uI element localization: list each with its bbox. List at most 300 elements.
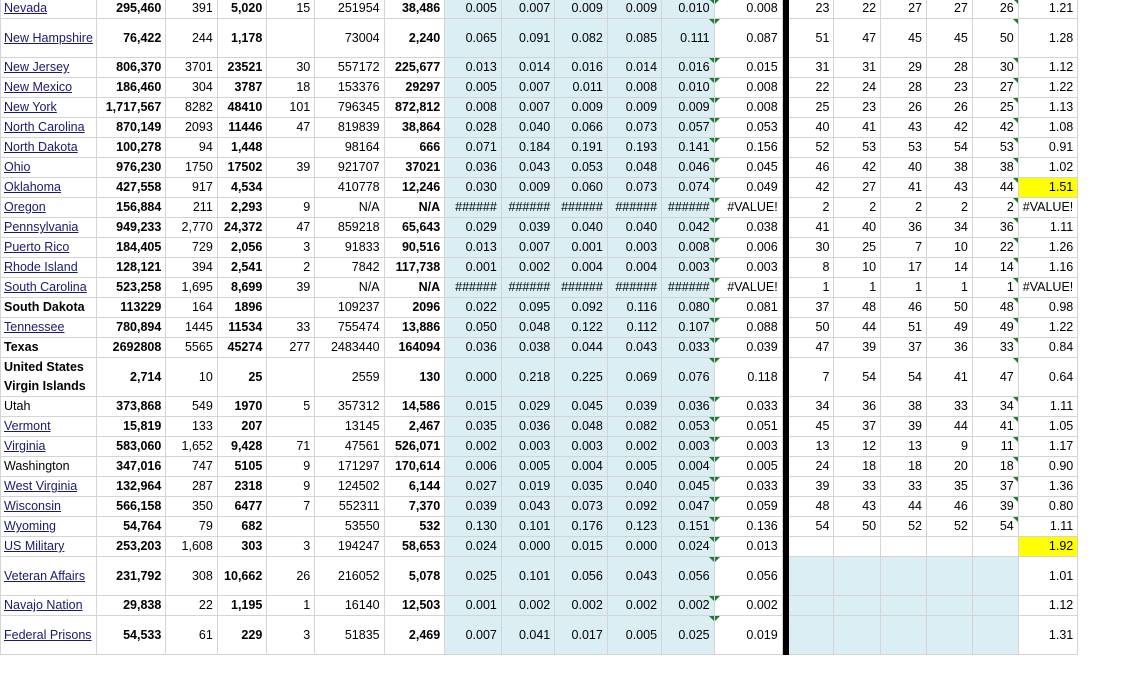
data-cell[interactable]: 76,422 <box>97 19 166 58</box>
data-cell[interactable]: 52 <box>881 517 927 537</box>
data-cell[interactable]: 0.051 <box>714 417 782 437</box>
data-cell[interactable] <box>789 557 834 596</box>
row-name-cell[interactable]: Vermont <box>1 417 97 437</box>
data-cell[interactable]: 526,071 <box>384 437 445 457</box>
data-cell[interactable]: 1.11 <box>1018 517 1078 537</box>
data-cell[interactable]: 3701 <box>166 58 217 78</box>
data-cell[interactable]: 18 <box>267 78 315 98</box>
data-cell[interactable]: 1.01 <box>1018 557 1078 596</box>
data-cell[interactable]: 0.90 <box>1018 457 1078 477</box>
data-cell[interactable]: 373,868 <box>97 397 166 417</box>
data-cell[interactable]: 27 <box>927 0 973 19</box>
data-cell[interactable]: 9 <box>267 198 315 218</box>
data-cell[interactable]: 54 <box>789 517 834 537</box>
data-cell[interactable]: 37 <box>972 477 1018 497</box>
data-cell[interactable]: 6,144 <box>384 477 445 497</box>
data-cell[interactable]: 0.107 <box>662 318 715 338</box>
data-cell[interactable]: 303 <box>217 537 266 557</box>
data-cell[interactable]: 0.009 <box>607 98 661 118</box>
data-cell[interactable]: ###### <box>501 278 554 298</box>
data-cell[interactable] <box>789 537 834 557</box>
data-cell[interactable]: 0.029 <box>501 397 554 417</box>
data-cell[interactable] <box>834 537 881 557</box>
data-cell[interactable]: 20 <box>927 457 973 477</box>
data-cell[interactable]: 0.033 <box>714 397 782 417</box>
data-cell[interactable]: 11446 <box>217 118 266 138</box>
data-cell[interactable]: 94 <box>166 138 217 158</box>
data-cell[interactable]: 30 <box>972 58 1018 78</box>
data-cell[interactable]: 0.141 <box>662 138 715 158</box>
data-cell[interactable]: 79 <box>166 517 217 537</box>
data-cell[interactable]: 0.073 <box>555 497 608 517</box>
data-cell[interactable]: 0.005 <box>607 616 661 655</box>
data-cell[interactable]: 225,677 <box>384 58 445 78</box>
data-cell[interactable]: N/A <box>315 278 384 298</box>
data-cell[interactable]: 0.008 <box>662 238 715 258</box>
data-cell[interactable]: 124502 <box>315 477 384 497</box>
data-cell[interactable]: 0.065 <box>445 19 502 58</box>
data-cell[interactable]: 0.008 <box>714 98 782 118</box>
data-cell[interactable]: 1.12 <box>1018 58 1078 78</box>
data-cell[interactable]: 0.008 <box>714 78 782 98</box>
data-cell[interactable]: 1.11 <box>1018 397 1078 417</box>
data-cell[interactable]: 47 <box>267 218 315 238</box>
data-cell[interactable]: 0.156 <box>714 138 782 158</box>
data-cell[interactable]: 0.033 <box>714 477 782 497</box>
data-cell[interactable]: 1.21 <box>1018 0 1078 19</box>
data-cell[interactable]: 211 <box>166 198 217 218</box>
data-cell[interactable]: 251954 <box>315 0 384 19</box>
data-cell[interactable]: 48410 <box>217 98 266 118</box>
data-cell[interactable]: 0.053 <box>662 417 715 437</box>
data-cell[interactable]: 30 <box>267 58 315 78</box>
data-cell[interactable]: 47 <box>972 358 1018 397</box>
row-name-cell[interactable]: North Dakota <box>1 138 97 158</box>
data-cell[interactable]: 45 <box>881 19 927 58</box>
data-cell[interactable]: 0.007 <box>445 616 502 655</box>
row-name-cell[interactable]: West Virginia <box>1 477 97 497</box>
data-cell[interactable]: 0.082 <box>607 417 661 437</box>
row-name-cell[interactable]: North Carolina <box>1 118 97 138</box>
data-cell[interactable]: 2 <box>834 198 881 218</box>
data-cell[interactable]: 0.043 <box>607 557 661 596</box>
data-cell[interactable]: 2 <box>267 258 315 278</box>
data-cell[interactable]: 41 <box>927 358 973 397</box>
data-cell[interactable]: 52 <box>789 138 834 158</box>
data-cell[interactable]: 0.028 <box>445 118 502 138</box>
data-cell[interactable]: 1 <box>834 278 881 298</box>
row-name-cell[interactable]: Rhode Island <box>1 258 97 278</box>
row-name-cell[interactable]: United States Virgin Islands <box>1 358 97 397</box>
row-name-cell[interactable]: New York <box>1 98 97 118</box>
row-name-cell[interactable]: Virginia <box>1 437 97 457</box>
data-cell[interactable]: 33 <box>927 397 973 417</box>
data-cell[interactable]: 28 <box>927 58 973 78</box>
data-cell[interactable]: 18 <box>972 457 1018 477</box>
data-cell[interactable]: 186,460 <box>97 78 166 98</box>
data-cell[interactable]: 0.004 <box>662 457 715 477</box>
data-cell[interactable]: 0.073 <box>607 118 661 138</box>
data-cell[interactable] <box>972 596 1018 616</box>
data-cell[interactable] <box>267 19 315 58</box>
data-cell[interactable]: 33 <box>834 477 881 497</box>
data-cell[interactable]: 295,460 <box>97 0 166 19</box>
data-cell[interactable]: 22 <box>834 0 881 19</box>
data-cell[interactable]: 2,293 <box>217 198 266 218</box>
data-cell[interactable] <box>267 517 315 537</box>
data-cell[interactable]: 859218 <box>315 218 384 238</box>
data-cell[interactable]: 39 <box>834 338 881 358</box>
data-cell[interactable]: 2 <box>789 198 834 218</box>
data-cell[interactable]: 391 <box>166 0 217 19</box>
data-cell[interactable]: 47 <box>267 118 315 138</box>
data-cell[interactable]: 0.111 <box>662 19 715 58</box>
data-cell[interactable]: 0.130 <box>445 517 502 537</box>
data-cell[interactable]: 8282 <box>166 98 217 118</box>
row-name-cell[interactable]: Veteran Affairs <box>1 557 97 596</box>
data-cell[interactable]: 921707 <box>315 158 384 178</box>
data-cell[interactable]: 132,964 <box>97 477 166 497</box>
data-cell[interactable]: 682 <box>217 517 266 537</box>
data-cell[interactable]: 819839 <box>315 118 384 138</box>
data-cell[interactable]: 5,078 <box>384 557 445 596</box>
data-cell[interactable]: 1.11 <box>1018 218 1078 238</box>
data-cell[interactable]: 0.007 <box>501 78 554 98</box>
data-cell[interactable]: 34 <box>789 397 834 417</box>
data-cell[interactable]: ###### <box>662 198 715 218</box>
data-cell[interactable]: 304 <box>166 78 217 98</box>
data-cell[interactable]: 0.036 <box>501 417 554 437</box>
data-cell[interactable]: 0.015 <box>714 58 782 78</box>
data-cell[interactable]: 0.048 <box>555 417 608 437</box>
data-cell[interactable]: 1.31 <box>1018 616 1078 655</box>
data-cell[interactable]: 666 <box>384 138 445 158</box>
data-cell[interactable]: 22 <box>789 78 834 98</box>
data-cell[interactable]: 58,653 <box>384 537 445 557</box>
data-cell[interactable]: 37021 <box>384 158 445 178</box>
data-cell[interactable]: 870,149 <box>97 118 166 138</box>
data-cell[interactable]: 2,056 <box>217 238 266 258</box>
data-cell[interactable]: 0.005 <box>714 457 782 477</box>
data-cell[interactable]: 0.006 <box>445 457 502 477</box>
data-cell[interactable]: 42 <box>972 118 1018 138</box>
data-cell[interactable]: 1,695 <box>166 278 217 298</box>
data-cell[interactable]: 2,240 <box>384 19 445 58</box>
data-cell[interactable]: 350 <box>166 497 217 517</box>
data-cell[interactable]: 0.025 <box>662 616 715 655</box>
data-cell[interactable]: 0.002 <box>714 596 782 616</box>
data-cell[interactable]: 0.029 <box>445 218 502 238</box>
data-cell[interactable]: 1.05 <box>1018 417 1078 437</box>
data-cell[interactable]: 747 <box>166 457 217 477</box>
row-name-cell[interactable]: Wyoming <box>1 517 97 537</box>
data-cell[interactable]: 24,372 <box>217 218 266 238</box>
data-cell[interactable]: 7 <box>789 358 834 397</box>
data-cell[interactable]: 755474 <box>315 318 384 338</box>
row-name-cell[interactable]: New Hampshire <box>1 19 97 58</box>
data-cell[interactable]: 0.095 <box>501 298 554 318</box>
data-cell[interactable]: 2 <box>972 198 1018 218</box>
data-cell[interactable]: 0.038 <box>714 218 782 238</box>
data-cell[interactable]: 0.123 <box>607 517 661 537</box>
data-cell[interactable]: 0.059 <box>714 497 782 517</box>
data-cell[interactable]: 0.003 <box>714 437 782 457</box>
data-cell[interactable]: 552311 <box>315 497 384 517</box>
data-cell[interactable]: 0.045 <box>555 397 608 417</box>
data-cell[interactable]: 31 <box>789 58 834 78</box>
data-cell[interactable]: 1,448 <box>217 138 266 158</box>
row-name-cell[interactable]: Wisconsin <box>1 497 97 517</box>
data-cell[interactable]: 5 <box>267 397 315 417</box>
data-cell[interactable]: 8 <box>789 258 834 278</box>
data-cell[interactable]: 0.014 <box>607 58 661 78</box>
data-cell[interactable]: 0.002 <box>501 258 554 278</box>
data-cell[interactable]: 1.17 <box>1018 437 1078 457</box>
data-cell[interactable]: 27 <box>834 178 881 198</box>
data-cell[interactable]: 33 <box>881 477 927 497</box>
data-cell[interactable]: 1445 <box>166 318 217 338</box>
data-cell[interactable]: ###### <box>445 278 502 298</box>
data-cell[interactable]: 1.36 <box>1018 477 1078 497</box>
data-cell[interactable]: 1.16 <box>1018 258 1078 278</box>
data-cell[interactable]: 0.84 <box>1018 338 1078 358</box>
data-cell[interactable]: 35 <box>927 477 973 497</box>
data-cell[interactable]: 14,586 <box>384 397 445 417</box>
row-name-cell[interactable]: Federal Prisons <box>1 616 97 655</box>
data-cell[interactable]: 0.184 <box>501 138 554 158</box>
data-cell[interactable]: 0.048 <box>607 158 661 178</box>
data-cell[interactable]: 54,764 <box>97 517 166 537</box>
data-cell[interactable]: 3787 <box>217 78 266 98</box>
data-cell[interactable]: 39 <box>267 278 315 298</box>
data-cell[interactable]: 0.049 <box>714 178 782 198</box>
data-cell[interactable]: 30 <box>789 238 834 258</box>
data-cell[interactable]: 14 <box>972 258 1018 278</box>
data-cell[interactable]: 5105 <box>217 457 266 477</box>
data-cell[interactable]: 23 <box>834 98 881 118</box>
data-cell[interactable]: 117,738 <box>384 258 445 278</box>
data-cell[interactable]: 23 <box>927 78 973 98</box>
data-cell[interactable]: 0.013 <box>714 537 782 557</box>
data-cell[interactable]: 45 <box>789 417 834 437</box>
data-cell[interactable]: 18 <box>881 457 927 477</box>
data-cell[interactable]: 5565 <box>166 338 217 358</box>
data-cell[interactable]: 0.040 <box>555 218 608 238</box>
data-cell[interactable]: 0.116 <box>607 298 661 318</box>
data-cell[interactable]: 39 <box>881 417 927 437</box>
data-cell[interactable]: 39 <box>789 477 834 497</box>
data-cell[interactable]: 41 <box>881 178 927 198</box>
data-cell[interactable]: 36 <box>834 397 881 417</box>
data-cell[interactable]: 287 <box>166 477 217 497</box>
data-cell[interactable]: 34 <box>927 218 973 238</box>
data-cell[interactable]: 1.12 <box>1018 596 1078 616</box>
data-cell[interactable]: 41 <box>834 118 881 138</box>
data-cell[interactable]: 0.151 <box>662 517 715 537</box>
data-cell[interactable]: 0.025 <box>445 557 502 596</box>
data-cell[interactable]: 0.218 <box>501 358 554 397</box>
data-cell[interactable]: 0.112 <box>607 318 661 338</box>
data-cell[interactable]: 33 <box>972 338 1018 358</box>
data-cell[interactable]: #VALUE! <box>714 198 782 218</box>
data-cell[interactable]: 37 <box>881 338 927 358</box>
data-cell[interactable]: 0.118 <box>714 358 782 397</box>
data-cell[interactable]: ###### <box>501 198 554 218</box>
data-cell[interactable]: 0.005 <box>445 0 502 19</box>
data-cell[interactable]: 0.039 <box>714 338 782 358</box>
data-cell[interactable]: 0.004 <box>555 258 608 278</box>
data-cell[interactable]: 532 <box>384 517 445 537</box>
data-cell[interactable]: 53 <box>972 138 1018 158</box>
data-cell[interactable]: 12,503 <box>384 596 445 616</box>
data-cell[interactable]: 0.019 <box>714 616 782 655</box>
data-cell[interactable]: 0.074 <box>662 178 715 198</box>
data-cell[interactable]: 0.009 <box>501 178 554 198</box>
data-cell[interactable]: 13 <box>881 437 927 457</box>
data-cell[interactable]: 47 <box>789 338 834 358</box>
data-cell[interactable]: 0.045 <box>662 477 715 497</box>
row-name-cell[interactable]: South Carolina <box>1 278 97 298</box>
data-cell[interactable]: 9 <box>267 457 315 477</box>
data-cell[interactable]: #VALUE! <box>1018 278 1078 298</box>
data-cell[interactable]: 0.007 <box>501 238 554 258</box>
data-cell[interactable]: 872,812 <box>384 98 445 118</box>
data-cell[interactable]: 0.010 <box>662 0 715 19</box>
data-cell[interactable]: 0.036 <box>662 397 715 417</box>
data-cell[interactable]: 51 <box>789 19 834 58</box>
data-cell[interactable]: 0.015 <box>445 397 502 417</box>
data-cell[interactable]: 347,016 <box>97 457 166 477</box>
row-name-cell[interactable]: Ohio <box>1 158 97 178</box>
data-cell[interactable]: 1,195 <box>217 596 266 616</box>
data-cell[interactable] <box>267 298 315 318</box>
data-cell[interactable]: 729 <box>166 238 217 258</box>
data-cell[interactable]: 1.26 <box>1018 238 1078 258</box>
data-cell[interactable]: 357312 <box>315 397 384 417</box>
row-name-cell[interactable]: New Mexico <box>1 78 97 98</box>
data-cell[interactable] <box>927 557 973 596</box>
data-cell[interactable]: 14 <box>927 258 973 278</box>
data-cell[interactable]: 130 <box>384 358 445 397</box>
data-cell[interactable]: 0.085 <box>607 19 661 58</box>
row-name-cell[interactable]: Texas <box>1 338 97 358</box>
data-cell[interactable]: 41 <box>972 417 1018 437</box>
data-cell[interactable]: 1.22 <box>1018 78 1078 98</box>
data-cell[interactable]: 2,541 <box>217 258 266 278</box>
data-cell[interactable]: 0.073 <box>607 178 661 198</box>
data-cell[interactable]: 0.041 <box>501 616 554 655</box>
data-cell[interactable]: 46 <box>881 298 927 318</box>
data-cell[interactable] <box>881 596 927 616</box>
data-cell[interactable]: 4,534 <box>217 178 266 198</box>
data-cell[interactable]: 2,467 <box>384 417 445 437</box>
data-cell[interactable]: 34 <box>972 397 1018 417</box>
data-cell[interactable]: 90,516 <box>384 238 445 258</box>
data-cell[interactable]: 0.176 <box>555 517 608 537</box>
data-cell[interactable]: 52 <box>927 517 973 537</box>
data-cell[interactable]: 0.053 <box>555 158 608 178</box>
data-cell[interactable]: 0.066 <box>555 118 608 138</box>
data-cell[interactable]: 54,533 <box>97 616 166 655</box>
data-cell[interactable]: 0.013 <box>445 238 502 258</box>
data-cell[interactable]: 1 <box>881 278 927 298</box>
data-cell[interactable]: 0.122 <box>555 318 608 338</box>
data-cell[interactable]: 0.009 <box>607 0 661 19</box>
data-cell[interactable] <box>834 616 881 655</box>
data-cell[interactable]: 0.002 <box>607 437 661 457</box>
data-cell[interactable]: 47 <box>834 19 881 58</box>
data-cell[interactable]: 153376 <box>315 78 384 98</box>
data-cell[interactable]: 171297 <box>315 457 384 477</box>
data-cell[interactable]: 25 <box>834 238 881 258</box>
data-cell[interactable]: #VALUE! <box>1018 198 1078 218</box>
data-cell[interactable]: 1.13 <box>1018 98 1078 118</box>
data-cell[interactable]: 1970 <box>217 397 266 417</box>
data-cell[interactable]: 42 <box>789 178 834 198</box>
data-cell[interactable]: 2093 <box>166 118 217 138</box>
data-cell[interactable]: 29297 <box>384 78 445 98</box>
data-cell[interactable]: 0.002 <box>501 596 554 616</box>
data-cell[interactable]: 27 <box>881 0 927 19</box>
data-cell[interactable]: 11534 <box>217 318 266 338</box>
data-cell[interactable]: 806,370 <box>97 58 166 78</box>
data-cell[interactable]: 0.000 <box>607 537 661 557</box>
data-cell[interactable]: 427,558 <box>97 178 166 198</box>
data-cell[interactable]: 0.080 <box>662 298 715 318</box>
data-cell[interactable]: 40 <box>834 218 881 238</box>
data-cell[interactable]: 26 <box>972 0 1018 19</box>
data-cell[interactable]: 0.191 <box>555 138 608 158</box>
data-cell[interactable]: 44 <box>881 497 927 517</box>
data-cell[interactable]: 98164 <box>315 138 384 158</box>
data-cell[interactable]: ###### <box>555 198 608 218</box>
data-cell[interactable]: 50 <box>927 298 973 318</box>
data-cell[interactable]: 53550 <box>315 517 384 537</box>
data-cell[interactable]: 0.000 <box>445 358 502 397</box>
row-name-cell[interactable]: Utah <box>1 397 97 417</box>
data-cell[interactable]: 917 <box>166 178 217 198</box>
row-name-cell[interactable]: Pennsylvania <box>1 218 97 238</box>
data-cell[interactable]: 46 <box>927 497 973 517</box>
data-cell[interactable]: 0.046 <box>662 158 715 178</box>
data-cell[interactable]: 0.003 <box>501 437 554 457</box>
data-cell[interactable]: 0.003 <box>607 238 661 258</box>
data-cell[interactable]: 49 <box>927 318 973 338</box>
data-cell[interactable]: 10 <box>166 358 217 397</box>
data-cell[interactable]: 0.040 <box>501 118 554 138</box>
data-cell[interactable] <box>972 616 1018 655</box>
data-cell[interactable]: 0.013 <box>445 58 502 78</box>
data-cell[interactable]: 1.08 <box>1018 118 1078 138</box>
data-cell[interactable]: 37 <box>834 417 881 437</box>
data-cell[interactable]: 0.036 <box>445 158 502 178</box>
data-cell[interactable]: 44 <box>972 178 1018 198</box>
data-cell[interactable]: 44 <box>834 318 881 338</box>
data-cell[interactable]: 0.225 <box>555 358 608 397</box>
data-cell[interactable]: 25 <box>217 358 266 397</box>
data-cell[interactable]: 0.003 <box>662 437 715 457</box>
data-cell[interactable]: 1,178 <box>217 19 266 58</box>
data-cell[interactable]: 2 <box>881 198 927 218</box>
data-cell[interactable]: 0.002 <box>662 596 715 616</box>
data-cell[interactable]: 1,717,567 <box>97 98 166 118</box>
data-cell[interactable]: 0.136 <box>714 517 782 537</box>
data-cell[interactable]: 0.076 <box>662 358 715 397</box>
data-cell[interactable]: 0.002 <box>607 596 661 616</box>
data-cell[interactable]: 42 <box>927 118 973 138</box>
data-cell[interactable]: 29,838 <box>97 596 166 616</box>
data-cell[interactable]: 113229 <box>97 298 166 318</box>
